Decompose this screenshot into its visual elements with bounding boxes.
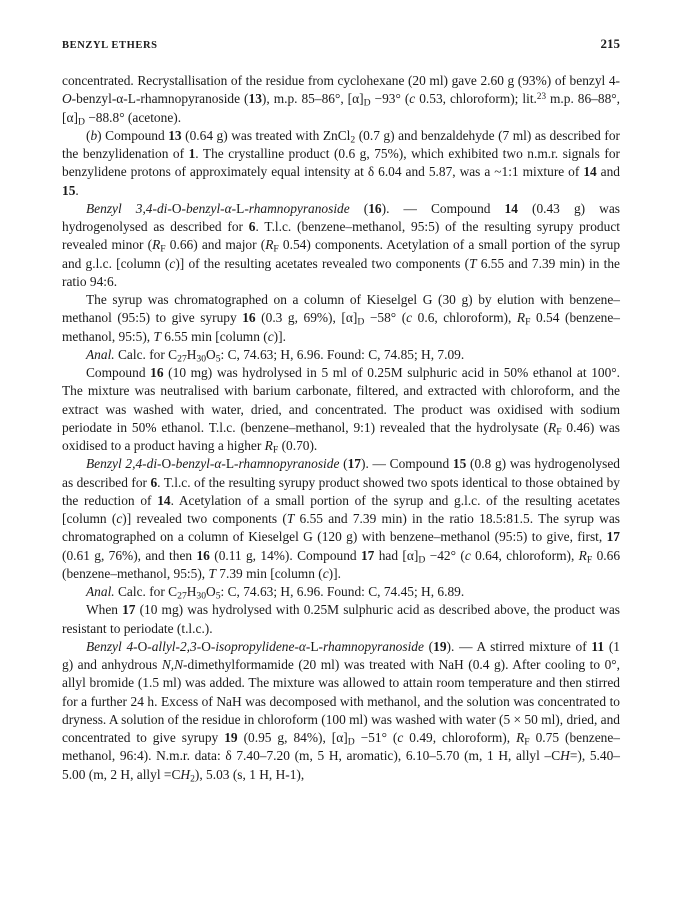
compound-number: 1 [188,146,196,161]
text-run: O [161,456,172,472]
text-run: F [586,553,593,565]
text-run: and [596,164,620,180]
text-run: . T.l.c. of the resulting syrupy product showed two spots identical to those obtained by the reduction of [62,474,620,508]
paragraph [62,72,620,127]
text-run: ( [339,456,348,472]
text-run: 0.53, chloroform); lit. [415,91,537,107]
text-run: D [347,736,355,748]
text-run: -allyl-2,3- [147,638,202,654]
page-number: 215 [600,36,620,51]
text-run: L [127,91,136,107]
text-run: O [206,346,216,362]
text-run: H [186,584,197,599]
text-run: H [180,766,191,782]
text-run: −88.8° (acetone). [84,109,182,125]
text-run: F [556,426,562,438]
text-run: concentrated. Recrystallisation of the residue from cyclohexane (20 ml) gave 2.60 g (93%) of benzyl 4- [62,73,620,88]
text-run: )]. [273,328,286,344]
text-run: R [578,547,587,563]
text-run: ) Compound [97,127,169,143]
text-run: M [390,365,403,380]
paragraph [62,638,620,784]
text-run: H [560,748,570,764]
text-run: )] of the resulting acetates revealed two components ( [175,255,470,271]
text-run: m.p. 86–88°, [α] [62,91,620,125]
text-run: 6.55 min [column ( [160,328,268,344]
text-run: 0.66 (benzene–methanol, 95:5), [62,547,621,581]
text-run: 7.39 min [column ( [215,565,323,581]
text-run: -benzyl-α- [71,91,128,107]
compound-number: 11 [591,638,605,654]
running-head [62,36,620,58]
text-run: Anal. [86,346,115,362]
text-run: O [201,638,211,654]
text-run: -isopropylidene-α- [210,638,311,654]
text-run: Benzyl 3,4-di- [86,200,172,216]
compound-number: 6 [150,474,158,490]
text-run: 5 [215,353,221,365]
text-run: 0.66) and major ( [165,237,266,253]
paragraph [62,583,620,601]
text-run: c [464,547,471,563]
text-run: (10 mg) was hydrolysed in 5 ml of 0.25 [163,365,391,380]
text-run: ). — A stirred mixture of [446,638,592,654]
text-run: O [206,584,216,599]
text-run: 0.54 (benzene–methanol, 95:5), [62,310,620,344]
text-run: 6.55 and 7.39 min) in the ratio 94:6. [62,255,620,289]
text-run: D [363,97,371,109]
text-run: c [406,310,413,326]
text-run: Calc. for C [114,346,178,362]
text-run: c [116,511,123,526]
text-run: 30 [196,353,207,365]
compound-number: 16 [242,310,256,326]
text-run: R [516,310,526,326]
text-run: sulphuric acid as described above, the product was resistant to periodate (t.l.c.). [62,602,620,636]
text-run: : C, 74.63; H, 6.96. Found: C, 74.45; H, 6.89. [220,584,465,599]
running-title: BENZYL ETHERS [62,40,158,51]
paragraph [62,601,620,638]
text-run: (0.8 g) was hydrogenolysed as described for [62,456,620,490]
compound-number: 17 [360,547,375,563]
text-run: -rhamnopyranoside [318,638,424,654]
text-run: 27 [177,590,187,602]
text-run: Anal. [86,584,115,599]
text-run: . Acetylation of a small portion of the syrup and g.l.c. of the resulting acetates [column ( [62,492,621,526]
compound-number: 13 [248,91,262,107]
text-run: 23 [536,91,547,102]
text-run: (0.61 g, 76%), and then [62,547,197,563]
compound-number: 16 [368,200,382,216]
text-run: 5 [215,590,221,602]
text-run: L [310,638,319,654]
text-run: 0.75 (benzene–methanol, 96:4). N.m.r. data: δ 7.40–7.20 (m, 5 H, aromatic), 6.10–5.70 (m, 1 H, allyl –C [62,730,620,764]
compound-number: 17 [122,602,136,618]
text-run: -benzyl-α- [171,456,226,472]
text-run: When [86,602,123,618]
text-run: T [286,511,295,526]
text-run: Benzyl 2,4-di- [86,456,162,472]
text-run: F [272,444,279,456]
compound-number: 13 [168,127,182,143]
text-run: -rhamnopyranoside [234,456,340,472]
text-run: O [137,638,148,654]
journal-page [62,36,620,784]
text-run: Compound [86,365,151,380]
text-run: R [264,438,273,453]
text-run: sulphuric acid in 50% ethanol at 100°. The mixture was neutralised with barium carbonate, filtered, and extracted with chloroform, and the extract was washed with water, dried, and concentrated. The product was oxidised with sodium periodate in 50% ethanol. T.l.c. (benzene–methanol, 9:1) revealed that the hydrolysate ( [62,365,621,435]
text-run: 27 [177,353,187,365]
text-run: -rhamnopyranoside [244,200,350,216]
compound-number: 6 [248,219,256,234]
text-run: c [169,255,176,271]
paragraph [62,455,620,583]
text-run: ), m.p. 85–86°, [α] [261,91,364,107]
text-run: N,N [161,657,184,672]
text-run: T [208,565,216,581]
text-run: T [153,328,161,344]
text-run: (0.3 g, 69%), [α] [255,310,358,326]
text-run: R [516,730,525,745]
text-run: . T.l.c. (benzene–methanol, 95:5) of the resulting syrupy product revealed minor ( [62,219,620,253]
text-run: −42° ( [425,547,465,563]
text-run: Benzyl 4- [86,638,138,654]
text-run: . The crystalline product (0.6 g, 75%), which exhibited two n.m.r. signals for benzylidene protons of approximately equal intensity at δ 6.04 and 5.87, was a ~1:1 mixture of [62,146,620,180]
text-run: F [273,243,279,255]
text-run: -rhamnopyranoside ( [135,91,249,107]
text-run: D [418,553,426,565]
text-run: −58° ( [364,310,407,326]
text-run: c [397,730,404,745]
text-run: 0.54) components. Acetylation of a small portion of the syrup and g.l.c. [column ( [62,237,621,271]
text-run: (0.64 g) was treated with ZnCl [181,127,351,143]
text-run: R [265,237,274,253]
text-run: : C, 74.63; H, 6.96. Found: C, 74.85; H, 7.09. [220,346,465,362]
compound-number: 19 [224,730,238,745]
text-run: =), 5.40–5.00 (m, 2 H, allyl =C [62,748,620,782]
text-run: 0.64, chloroform), [470,547,579,563]
text-run: F [524,736,530,748]
text-run: D [357,316,365,328]
compound-number: 19 [433,638,447,654]
text-run: (1 g) and anhydrous [62,638,620,672]
compound-number: 15 [62,182,76,198]
text-run: ( [349,200,369,216]
text-run: M [327,602,340,618]
compound-number: 17 [347,456,361,472]
compound-number: 14 [157,492,171,508]
text-run: ), 5.03 (s, 1 H, H-1), [194,766,305,782]
text-run: L [225,456,234,472]
compound-number: 17 [606,529,620,545]
text-run: T [469,255,477,271]
compound-number: 16 [150,365,164,380]
text-run: F [525,316,531,328]
body-text [62,72,620,784]
text-run: D [77,115,85,127]
compound-number: 15 [452,456,467,472]
text-run: 6.55 and 7.39 min) in the ratio 18.5:81.5. The syrup was chromatographed on a column of Kieselgel G (120 g) with benzene–methanol (95:5) to give, first, [62,511,620,545]
text-run: −93° ( [370,91,410,107]
text-run: Calc. for C [114,584,178,599]
compound-number: 16 [196,547,210,563]
text-run: ). — Compound [381,200,505,216]
text-run: R [548,419,557,435]
text-run: had [α] [374,547,419,563]
text-run: (0.7 g) and benzaldehyde (7 ml) as described for the benzylidenation of [62,127,620,161]
text-run: R [152,237,161,253]
text-run: The syrup was chromatographed on a column of Kieselgel G (30 g) by elution with benzene–methanol (95:5) to give syrupy [62,292,620,326]
text-run: 2 [190,772,195,784]
paragraph [62,127,620,200]
paragraph [62,364,620,455]
text-run: L [236,200,245,216]
text-run: b [90,127,98,143]
text-run: O [171,200,182,216]
text-run: F [160,243,166,255]
text-run: c [267,328,274,344]
text-run: ). — Compound [360,456,453,472]
text-run: c [322,565,329,581]
text-run: )] revealed two components ( [122,511,287,526]
text-run: ( [86,127,91,143]
text-run: -dimethylformamide (20 ml) was treated with NaH (0.4 g). After cooling to 0°, allyl bromide (1.5 ml) was added. The mixture was allowed to attain room temperature and then stirred for a further 24 h. Excess of NaH was decomposed with methanol, and the solution was concentrated to dryness. A solution of the residue in chloroform (100 ml) was washed with water (5 × 50 ml), dried, and concentrated to give syrupy [62,657,620,745]
text-run: 0.6, chloroform), [412,310,517,326]
paragraph [62,291,620,346]
text-run: (0.70). [278,438,318,453]
text-run: 2 [350,134,356,146]
text-run: (0.43 g) was hydrogenolysed as described for [62,200,620,234]
text-run: 0.46) was oxidised to a product having a higher [62,419,620,453]
compound-number: 14 [504,200,518,216]
text-run: . [75,182,79,198]
paragraph [62,200,620,291]
text-run: (0.95 g, 84%), [α] [237,730,348,745]
text-run: 0.49, chloroform), [403,730,517,745]
paragraph [62,346,620,364]
compound-number: 14 [583,164,597,180]
text-run: O [62,91,72,107]
text-run: c [409,91,416,107]
text-run: ( [423,638,434,654]
text-run: −51° ( [354,730,398,745]
text-run: (10 mg) was hydrolysed with 0.25 [135,602,328,618]
text-run: H [186,346,197,362]
text-run: (0.11 g, 14%). Compound [209,547,361,563]
text-run: -benzyl-α- [181,200,237,216]
text-run: )]. [328,565,341,581]
text-run: 30 [196,590,207,602]
